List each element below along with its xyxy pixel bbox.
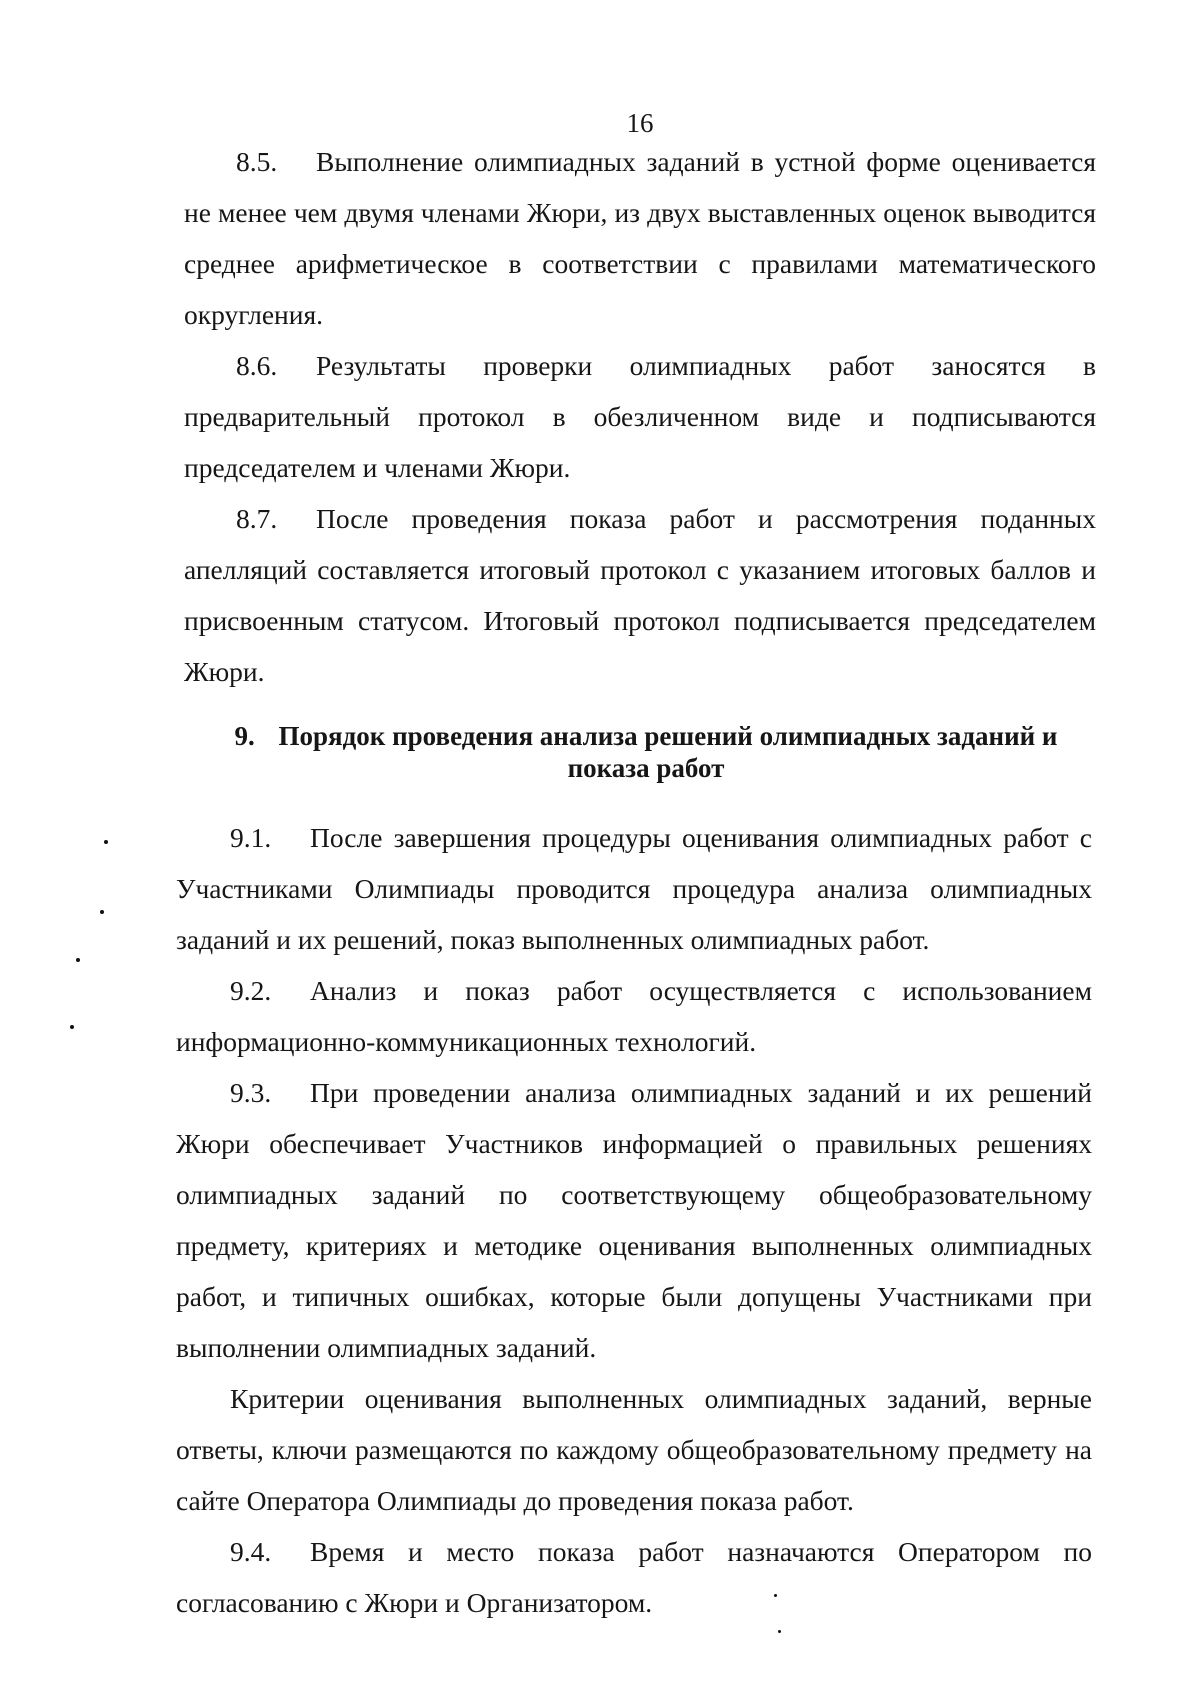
heading-line-2: показа работ: [567, 753, 725, 783]
scan-speck: [774, 1594, 777, 1597]
section-9-heading: [216, 720, 1076, 784]
paragraph-text: Время и место показа работ назначаются Оператором по согласованию с Жюри и Организатором.: [176, 1536, 1092, 1618]
paragraph-text: После завершения процедуры оценивания олимпиадных работ с Участниками Олимпиады проводится процедура анализа олимпиадных заданий и их решений, показ выполненных олимпиадных работ.: [176, 822, 1092, 955]
paragraph-9-3: [176, 1067, 1092, 1373]
paragraph-9-1: [176, 812, 1092, 965]
scan-speck: [70, 1025, 74, 1029]
section-8-body: [184, 136, 1096, 697]
paragraph-text: После проведения показа работ и рассмотрения поданных апелляций составляется итоговый протокол с указанием итоговых баллов и присвоенным статусом. Итоговый протокол подписывается председателем Жюри.: [184, 503, 1096, 687]
paragraph-number: 8.6.: [236, 350, 278, 381]
heading-number: 9.: [234, 721, 255, 751]
scan-speck: [76, 958, 80, 962]
paragraph-8-5: [184, 136, 1096, 340]
scan-speck: [778, 1630, 781, 1633]
paragraph-text: Выполнение олимпиадных заданий в устной форме оценивается не менее чем двумя членами Жюри, из двух выставленных оценок выводится среднее арифметическое в соответствии с правилами математического округления.: [184, 146, 1096, 330]
page-number: 16: [626, 108, 654, 138]
scan-speck: [104, 840, 108, 844]
section-9-body: [176, 812, 1092, 1628]
paragraph-9-3-criteria: [176, 1373, 1092, 1526]
paragraph-number: 9.4.: [230, 1536, 272, 1567]
paragraph-8-6: [184, 340, 1096, 493]
paragraph-9-2: [176, 965, 1092, 1067]
paragraph-number: 8.7.: [236, 503, 278, 534]
paragraph-number: 9.3.: [230, 1077, 272, 1108]
paragraph-text: Критерии оценивания выполненных олимпиадных заданий, верные ответы, ключи размещаются по каждому общеобразовательному предмету на сайте Оператора Олимпиады до проведения показа работ.: [176, 1383, 1092, 1516]
scan-speck: [100, 910, 104, 914]
paragraph-text: Анализ и показ работ осуществляется с использованием информационно-коммуникационных технологий.: [176, 975, 1092, 1057]
heading-title: Порядок проведения анализа решений олимпиадных заданий и: [278, 721, 1058, 751]
paragraph-text: При проведении анализа олимпиадных заданий и их решений Жюри обеспечивает Участников информацией о правильных решениях олимпиадных заданий по соответствующему общеобразовательному предмету, критериях и методике оценивания выполненных олимпиадных работ, и типичных ошибках, которые были допущены Участниками при выполнении олимпиадных заданий.: [176, 1077, 1092, 1363]
heading-line-1: [216, 720, 1076, 752]
paragraph-number: 8.5.: [236, 146, 278, 177]
paragraph-number: 9.1.: [230, 822, 272, 853]
paragraph-number: 9.2.: [230, 975, 272, 1006]
paragraph-9-4: [176, 1526, 1092, 1628]
paragraph-text: Результаты проверки олимпиадных работ заносятся в предварительный протокол в обезличенном виде и подписываются председателем и членами Жюри.: [184, 350, 1096, 483]
paragraph-8-7: [184, 493, 1096, 697]
